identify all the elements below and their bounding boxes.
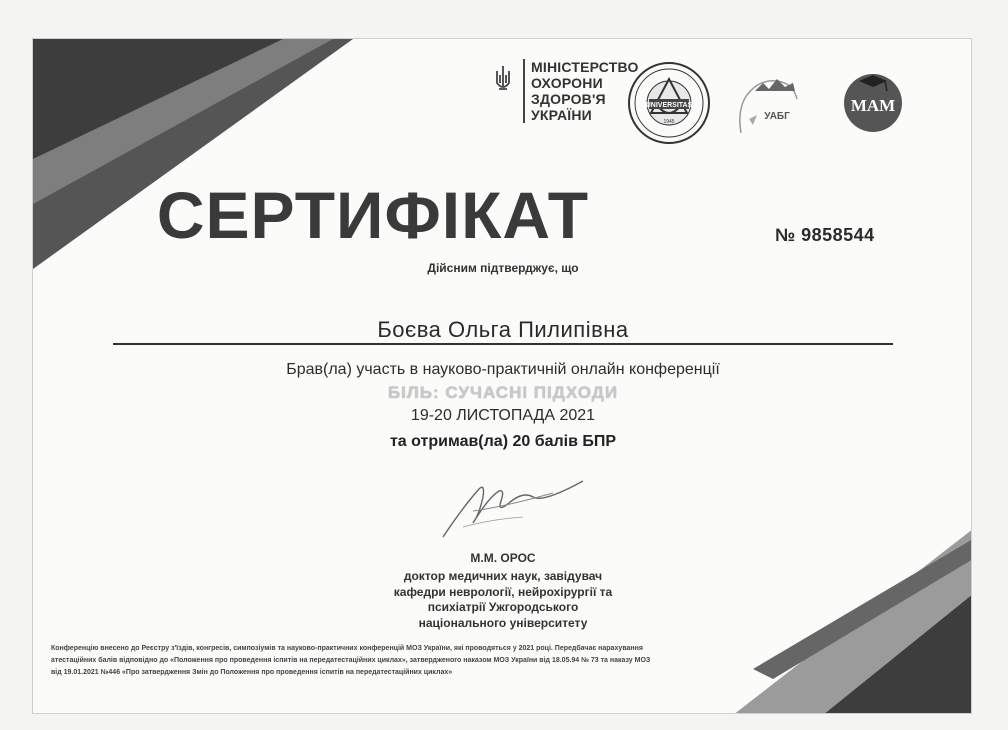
uabg-logo: [733, 69, 807, 139]
uabg-label: УАБГ: [764, 111, 790, 122]
signer-desc-line-4: національного університету: [418, 615, 588, 630]
university-seal-word: UNIVERSITAS: [645, 102, 693, 109]
footnote-line-1: Конференцію внесено до Реєстру з'їздів, конгресів, симпозіумів та науково-практичних конференцій МОЗ України, які проводяться у 2021 році. Передбачає нарахування: [51, 645, 643, 652]
signer-desc-line-3: психіатрії Ужгородського: [427, 600, 579, 614]
ministry-line-3: ЗДОРОВ'Я: [531, 91, 606, 107]
signer-desc-line-2: кафедри неврології, нейрохірургії та: [393, 584, 613, 599]
footnote-line-2: атестаційних балів відповідно до «Положення про проведення іспитів на передатестаційних циклах», затвердженого наказом МОЗ України від 18.05.94 № 73 та наказу МОЗ: [51, 657, 651, 664]
signer-name: М.М. ОРОС: [470, 551, 536, 565]
confirm-text: Дійсним підтверджує, що: [427, 261, 579, 275]
signer-desc-line-1: доктор медичних наук, завідувач: [403, 569, 603, 583]
name-underline: [113, 343, 893, 345]
conference-title: БІЛЬ: СУЧАСНІ ПІДХОДИ: [387, 383, 619, 402]
signature-mark: [433, 467, 593, 547]
ministry-line-4: УКРАЇНИ: [531, 107, 592, 123]
mam-label: МАМ: [850, 96, 896, 115]
recipient-name: Боєва Ольга Пилипівна: [377, 317, 629, 342]
certificate-number: № 9858544: [775, 225, 875, 245]
trident-emblem-icon: [495, 65, 511, 93]
conference-dates: 19-20 ЛИСТОПАДА 2021: [410, 407, 596, 424]
footnote: [51, 643, 731, 679]
signer-description: [33, 569, 972, 631]
ministry-line-1: МІНІСТЕРСТВО: [531, 59, 639, 75]
certificate-sheet: [32, 38, 972, 714]
certificate-title-text: СЕРТИФІКАТ: [156, 178, 590, 252]
footnote-line-3: від 19.01.2021 №446 «Про затвердження Змін до Положення про проведення іспитів на передатестаційних циклах»: [51, 669, 453, 676]
points-awarded: та отримав(ла) 20 балів БПР: [389, 433, 617, 450]
ministry-line-2: ОХОРОНИ: [531, 75, 603, 91]
university-seal-logo: [627, 61, 711, 145]
participation-text: Брав(ла) участь в науково-практичній онлайн конференції: [286, 361, 720, 378]
mam-logo: [841, 69, 905, 133]
ministry-logo-text: [523, 59, 639, 123]
university-seal-year: 1945: [663, 119, 675, 125]
